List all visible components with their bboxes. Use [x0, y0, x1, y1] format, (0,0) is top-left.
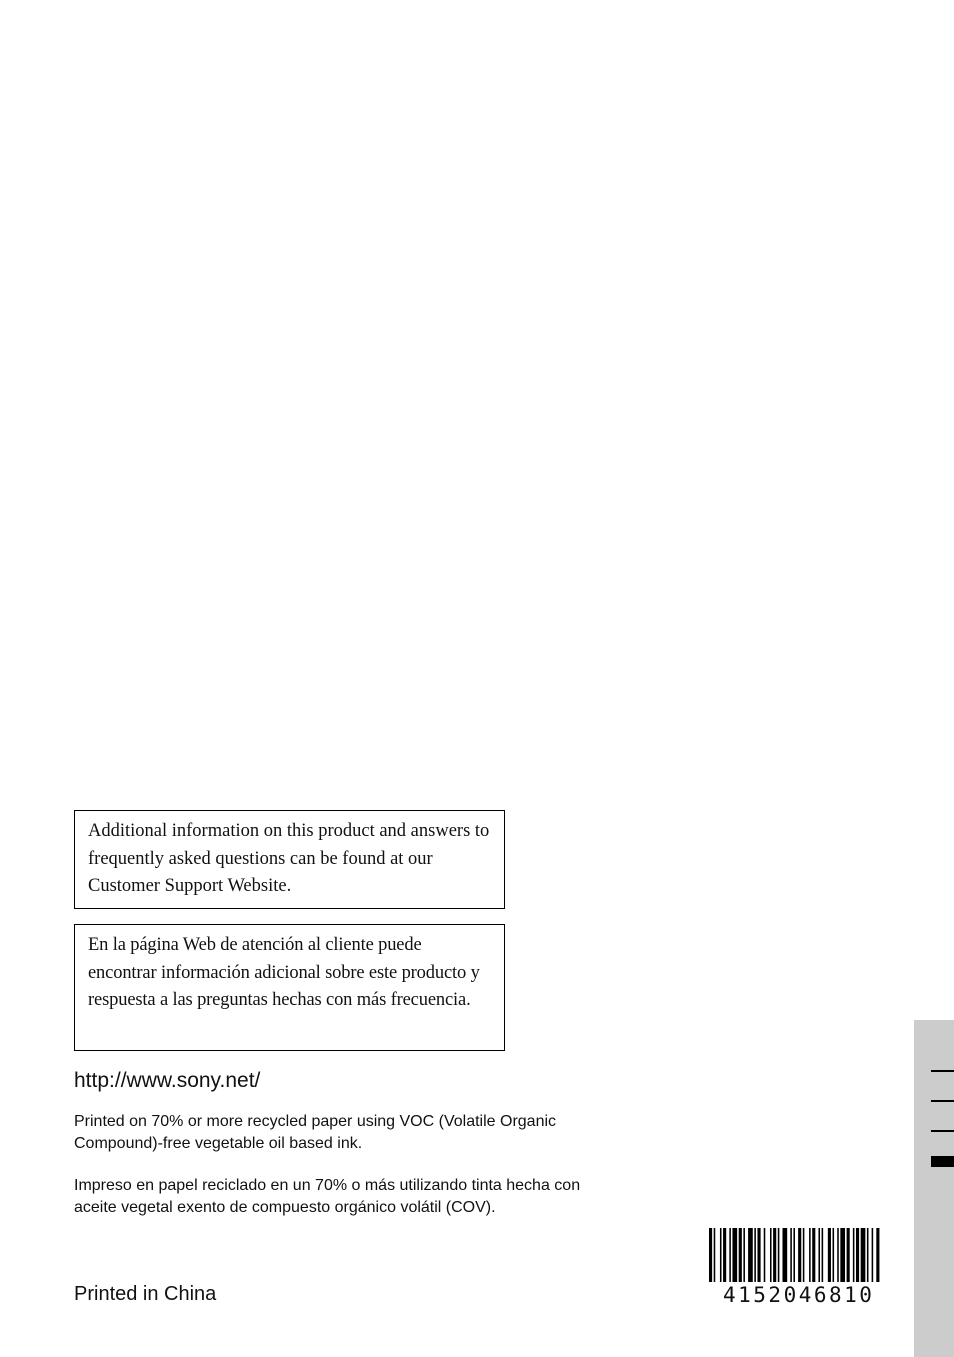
- side-index-tab: [914, 1020, 954, 1357]
- support-info-box-spanish: [74, 924, 505, 1051]
- sony-website-link[interactable]: http://www.sony.net/: [74, 1069, 261, 1092]
- recycled-paper-notice-spanish: Impreso en papel reciclado en un 70% o más utilizando tinta hecha con aceite vegetal exento de compuesto orgánico volátil (COV).: [74, 1177, 581, 1216]
- recycled-paper-notice-english: Printed on 70% or more recycled paper using VOC (Volatile Organic Compound)-free vegetable oil based ink.: [74, 1113, 557, 1152]
- barcode-icon: [709, 1228, 881, 1282]
- tab-index-mark: [931, 1130, 954, 1132]
- tab-index-mark: [931, 1100, 954, 1102]
- support-info-text-english: Additional information on this product and answers to frequently asked questions can be found at our Customer Support Website.: [88, 821, 490, 897]
- tab-index-mark: [931, 1070, 954, 1072]
- barcode-number: 4152046810: [723, 1283, 875, 1307]
- printed-in-label: Printed in China: [74, 1283, 217, 1305]
- support-info-box-english: [74, 810, 505, 909]
- tab-index-mark-active: [931, 1156, 954, 1167]
- support-info-text-spanish: En la página Web de atención al cliente puede encontrar información adicional sobre este producto y respuesta a las preguntas hechas con más frecuencia.: [88, 935, 480, 1011]
